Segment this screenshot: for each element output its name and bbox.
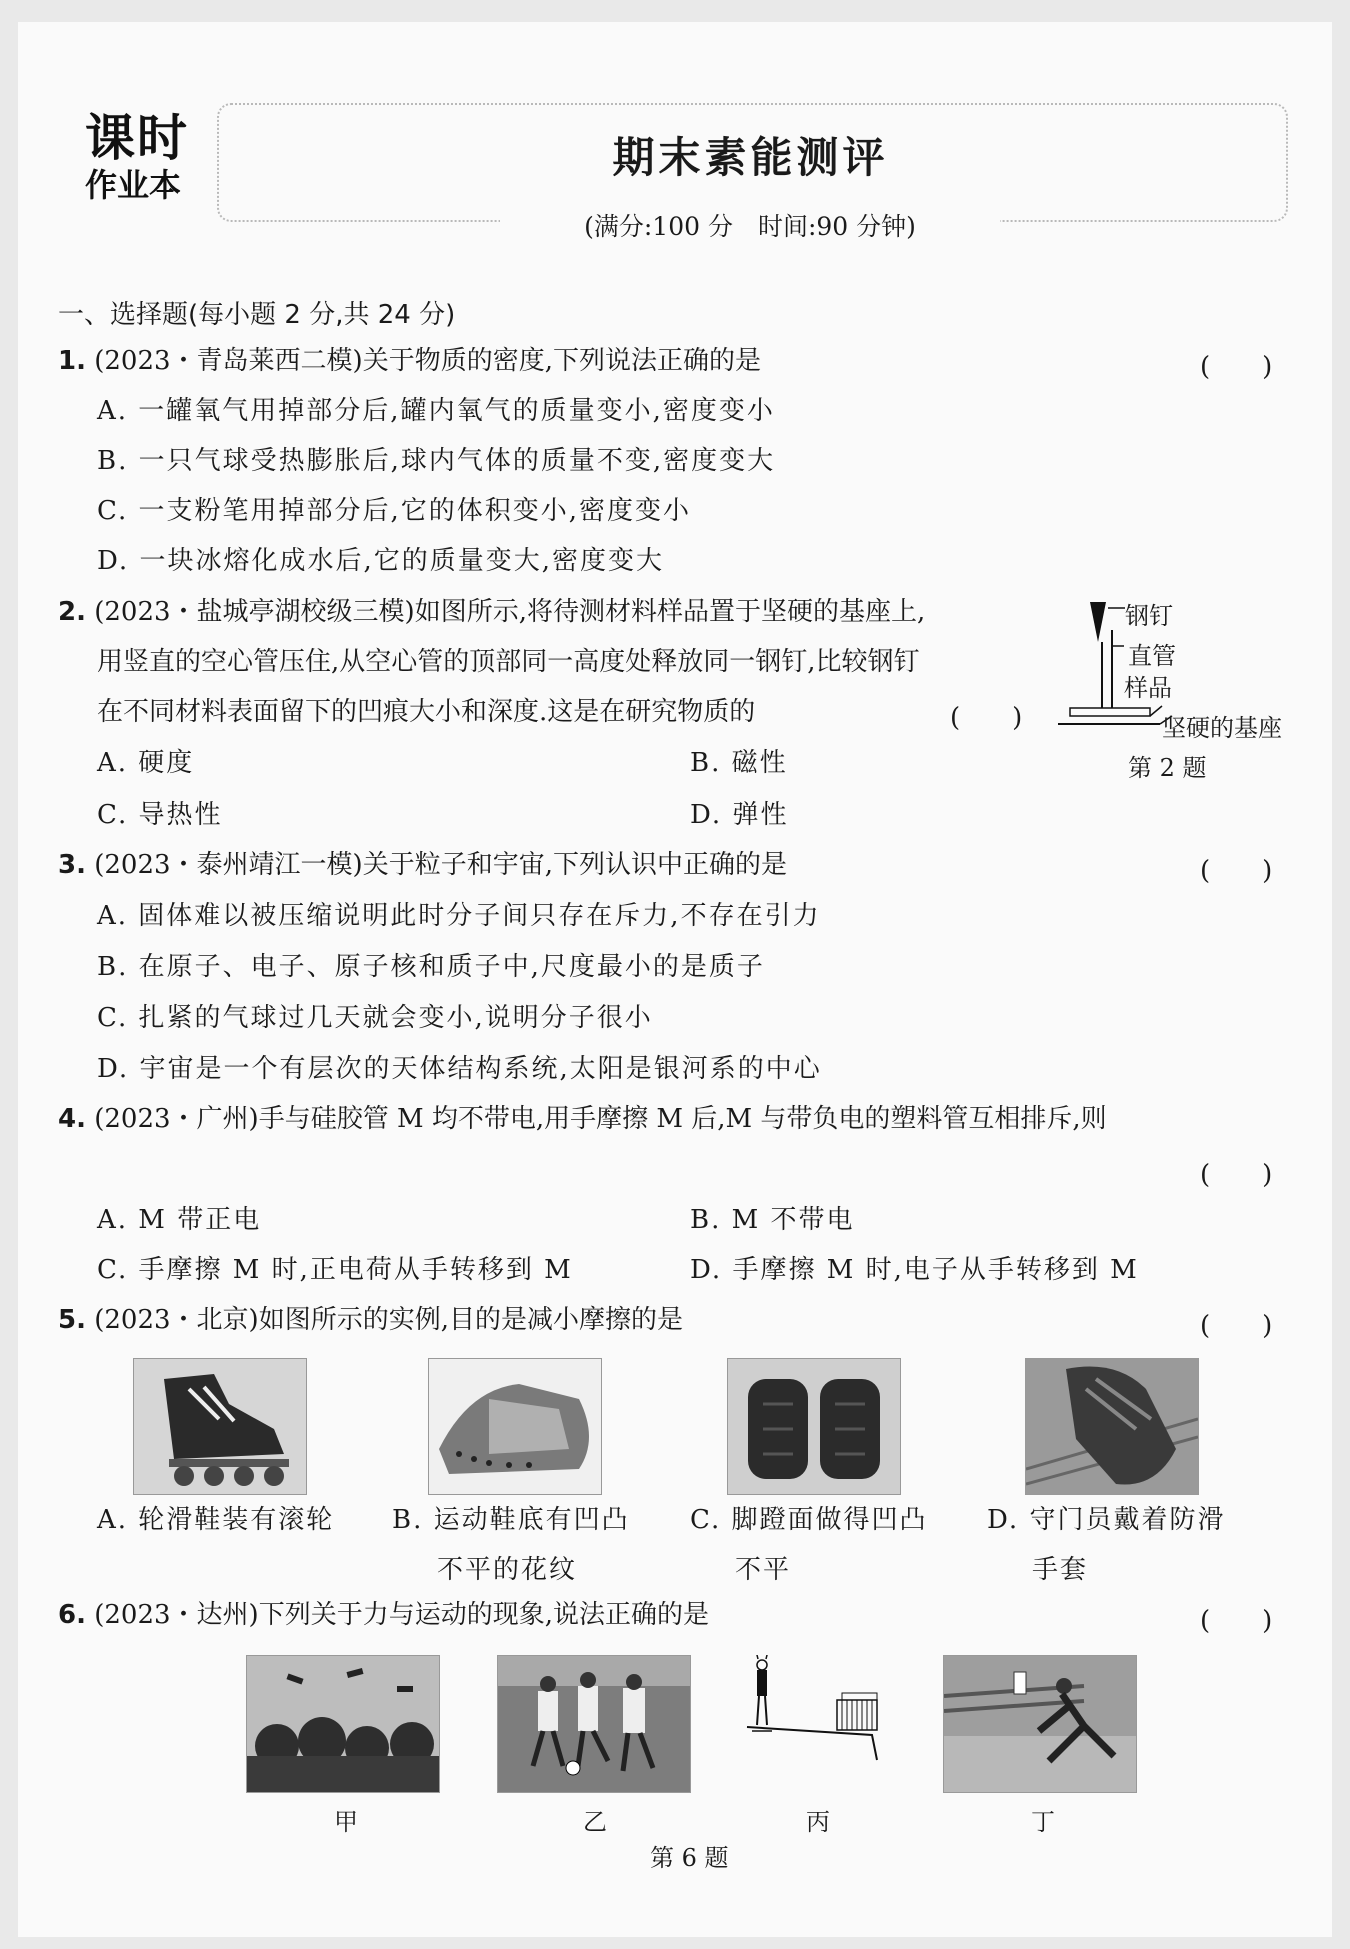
answer-blank[interactable]: ( ) <box>1200 352 1273 382</box>
option-b: B. M 不带电 <box>690 1205 855 1235</box>
question-5 <box>58 1305 683 1335</box>
option-c: C. 导热性 <box>97 800 223 830</box>
option-c-cont: 不平 <box>735 1555 792 1585</box>
option-b: B. 运动鞋底有凹凸 <box>392 1505 630 1535</box>
option-a: A. 硬度 <box>97 748 195 778</box>
option-b: B. 磁性 <box>690 748 788 778</box>
question-4 <box>58 1104 1107 1134</box>
page-title: 期末素能测评 <box>612 133 889 182</box>
option-d-cont: 手套 <box>1032 1555 1089 1585</box>
question-number: 3. <box>58 850 86 880</box>
question-1 <box>58 346 761 376</box>
question-stem: (2023・泰州靖江一模)关于粒子和宇宙,下列认识中正确的是 <box>94 850 787 880</box>
option-d: D. 手摩擦 M 时,电子从手转移到 M <box>690 1255 1139 1285</box>
question-stem: (2023・青岛莱西二模)关于物质的密度,下列说法正确的是 <box>94 346 761 376</box>
question-2 <box>58 597 925 627</box>
figure-caption: 第 2 题 <box>1128 754 1207 782</box>
option-c: C. 脚蹬面做得凹凸 <box>690 1505 928 1535</box>
skate-photo <box>133 1358 307 1495</box>
option-d: D. 宇宙是一个有层次的天体结构系统,太阳是银河系的中心 <box>97 1054 822 1084</box>
question-stem: (2023・北京)如图所示的实例,目的是减小摩擦的是 <box>94 1305 683 1335</box>
figure-label-yi: 乙 <box>583 1808 607 1836</box>
answer-blank[interactable]: ( ) <box>1200 1160 1273 1190</box>
figure-label-bing: 丙 <box>806 1808 830 1836</box>
option-a: A. 固体难以被压缩说明此时分子间只存在斥力,不存在引力 <box>97 901 821 931</box>
question-number: 2. <box>58 597 86 627</box>
option-b: B. 在原子、电子、原子核和质子中,尺度最小的是质子 <box>97 952 765 982</box>
question-number: 5. <box>58 1305 86 1335</box>
page-subtitle: (满分:100 分 时间:90 分钟) <box>500 207 1000 243</box>
label-tube: 直管 <box>1128 642 1176 670</box>
option-b: B. 一只气球受热膨胀后,球内气体的质量不变,密度变大 <box>97 446 776 476</box>
logo-line1: 课时 <box>85 109 189 167</box>
label-base: 坚硬的基座 <box>1162 714 1282 742</box>
option-d: D. 一块冰熔化成水后,它的质量变大,密度变大 <box>97 546 664 576</box>
question-number: 4. <box>58 1104 86 1134</box>
answer-blank[interactable]: ( ) <box>1200 1311 1273 1341</box>
question-stem: (2023・达州)下列关于力与运动的现象,说法正确的是 <box>94 1600 709 1630</box>
option-c: C. 一支粉笔用掉部分后,它的体积变小,密度变小 <box>97 496 692 526</box>
option-a: A. 一罐氧气用掉部分后,罐内氧气的质量变小,密度变小 <box>97 396 775 426</box>
answer-blank[interactable]: ( ) <box>1200 856 1273 886</box>
logo-line2: 作业本 <box>85 166 182 204</box>
logo <box>85 110 195 204</box>
goalkeeper-glove-photo <box>1025 1358 1199 1495</box>
figure-label-ding: 丁 <box>1031 1808 1055 1836</box>
figure-label-jia: 甲 <box>334 1808 358 1836</box>
option-a: A. M 带正电 <box>97 1205 262 1235</box>
question-3 <box>58 850 787 880</box>
answer-blank[interactable]: ( ) <box>1200 1606 1273 1636</box>
pedal-photo <box>727 1358 901 1495</box>
question-number: 1. <box>58 346 86 376</box>
label-nail: 钢钉 <box>1125 602 1173 630</box>
sneaker-photo <box>428 1358 602 1495</box>
option-a: A. 轮滑鞋装有滚轮 <box>97 1505 335 1535</box>
question-stem-line2: 用竖直的空心管压住,从空心管的顶部同一高度处释放同一钢钉,比较钢钉 <box>97 647 920 677</box>
question-6 <box>58 1600 709 1630</box>
soccer-photo <box>497 1655 691 1793</box>
question-number: 6. <box>58 1600 86 1630</box>
label-sample: 样品 <box>1124 674 1172 702</box>
question-stem: (2023・广州)手与硅胶管 M 均不带电,用手摩擦 M 后,M 与带负电的塑料管互相排斥,则 <box>94 1104 1107 1134</box>
option-d: D. 守门员戴着防滑 <box>987 1505 1226 1535</box>
answer-blank[interactable]: ( ) <box>950 703 1023 733</box>
diving-board-figure <box>742 1655 892 1791</box>
option-d: D. 弹性 <box>690 800 789 830</box>
question-stem-line3: 在不同材料表面留下的凹痕大小和深度.这是在研究物质的 <box>97 697 756 727</box>
graduation-photo <box>246 1655 440 1793</box>
option-c: C. 手摩擦 M 时,正电荷从手转移到 M <box>97 1255 573 1285</box>
long-jump-photo <box>943 1655 1137 1793</box>
figure-caption: 第 6 题 <box>650 1844 729 1872</box>
question-stem-line1: (2023・盐城亭湖校级三模)如图所示,将待测材料样品置于坚硬的基座上, <box>94 597 926 627</box>
option-c: C. 扎紧的气球过几天就会变小,说明分子很小 <box>97 1003 653 1033</box>
section-heading: 一、选择题(每小题 2 分,共 24 分) <box>58 300 456 330</box>
option-b-cont: 不平的花纹 <box>437 1555 578 1585</box>
